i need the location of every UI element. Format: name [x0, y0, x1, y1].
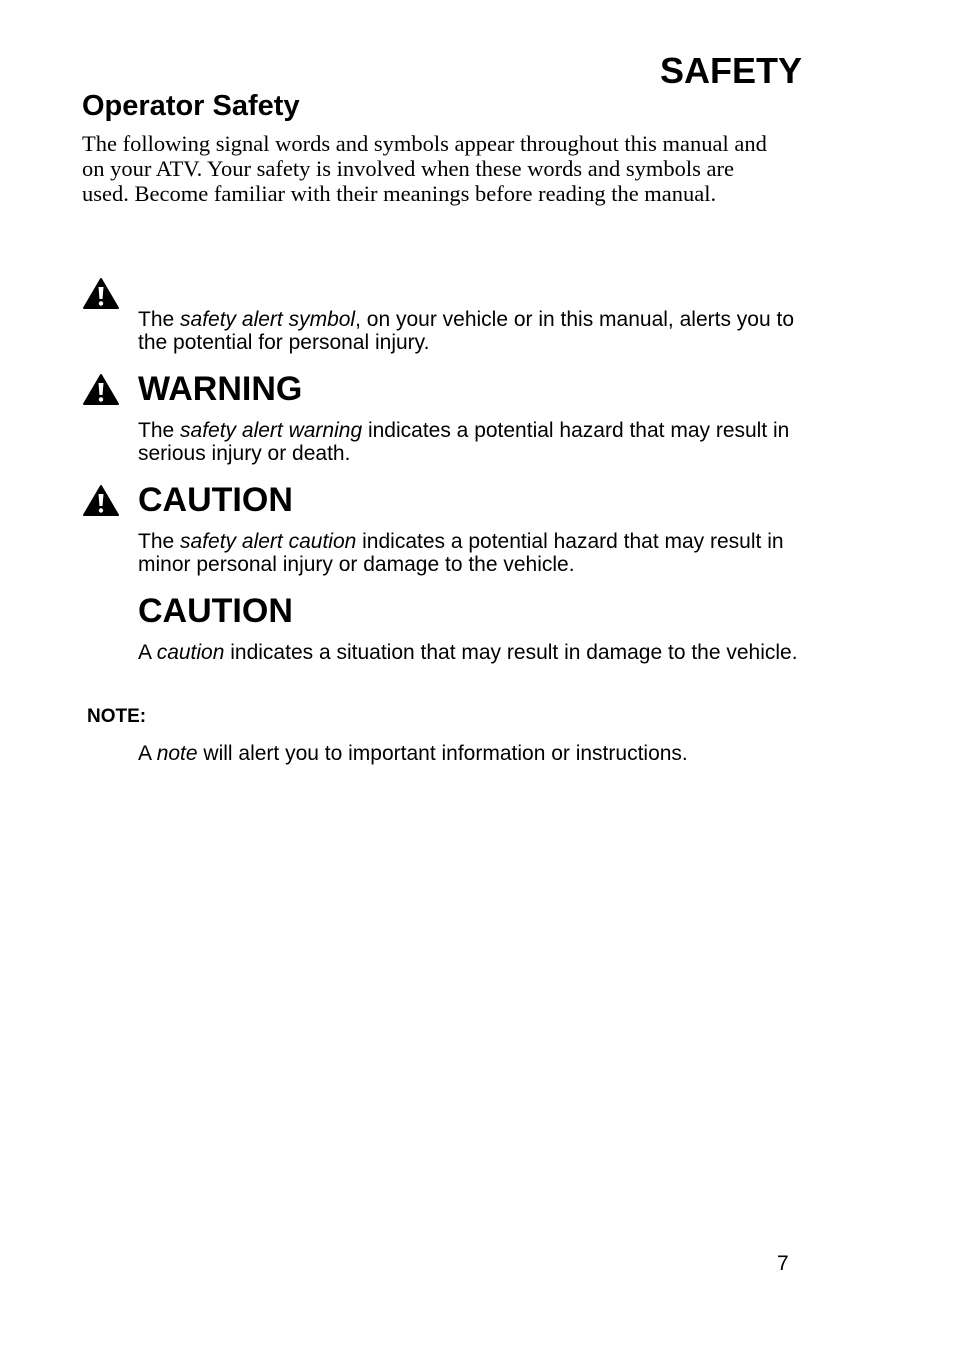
caution-description: A caution indicates a situation that may result in damage to the vehicle.: [138, 641, 798, 664]
section-title: SAFETY: [659, 50, 802, 91]
warning-triangle-icon: [82, 484, 120, 518]
warning-description: The safety alert warning indicates a potential hazard that may result in serious injury or death.: [138, 419, 790, 465]
warning-triangle-icon: [82, 277, 120, 311]
warning-triangle-icon: [82, 373, 120, 407]
alert-symbol-description: The safety alert symbol, on your vehicle or in this manual, alerts you to the potential for personal injury.: [138, 308, 794, 354]
caution-title: CAUTION: [138, 592, 293, 630]
caution-alert-title: CAUTION: [138, 481, 293, 519]
note-label: NOTE:: [87, 706, 147, 727]
intro-paragraph: The following signal words and symbols appear throughout this manual and on your ATV. Your safety is involved when these words and symbols are used. Become familiar with their meanings before reading the manual.: [82, 131, 767, 206]
note-description: A note will alert you to important information or instructions.: [138, 742, 688, 765]
page-number: 7: [777, 1252, 789, 1275]
operator-safety-heading: Operator Safety: [82, 90, 300, 122]
warning-title: WARNING: [138, 370, 303, 408]
caution-alert-description: The safety alert caution indicates a potential hazard that may result in minor personal injury or damage to the vehicle.: [138, 530, 784, 576]
